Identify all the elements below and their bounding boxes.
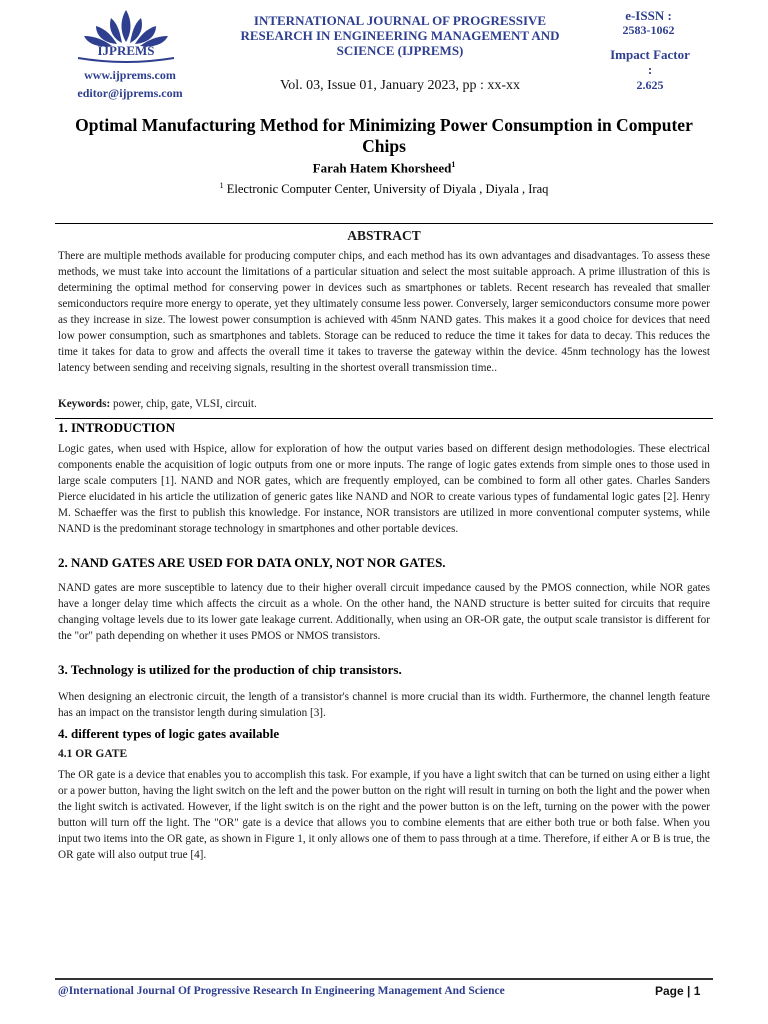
author-affiliation [55,181,713,197]
keywords-label: Keywords: [58,398,111,410]
section-2-heading: 2. NAND GATES ARE USED FOR DATA ONLY, NOT NOR GATES. [58,555,446,570]
volume-info: Vol. 03, Issue 01, January 2023, pp : xx-xx [279,78,521,93]
divider-after-abstract [55,418,713,419]
issn-label: e-ISSN : [625,8,672,23]
abstract-body: There are multiple methods available for producing computer chips, and each method has its own advantages and disadvantages. To assess these methods, we must take into account the limitations of a particular situation and select the most suitable approach. A prime illustration of this is determining the optimal method for conserving power in devices such as smartphones or tablets. Recent research has revealed that smaller semiconductors require more energy to operate, yet they ultimately consume less power. Conversely, larger semiconductors consume more power as they increase in size. The lowest power consumption is achieved with 45nm NAND gates. This makes it a good choice for devices that need low power consumption, such as smartphones and tablets. Storage can be reduced to reduce the time it takes for data to decay. This reduces the time it takes for data to grow and affects the overall time it takes to traverse the gateway within the device. 45nm technology has the lowest latency between sending and receiving signals, resulting in the shortest overall transmission time.. [58,250,710,374]
subsection-4-1-heading: 4.1 OR GATE [58,748,128,760]
author-superscript: 1 [451,160,456,169]
section-3-heading: 3. Technology is utilized for the production of chip transistors. [58,662,402,677]
impact-factor-value: 2.625 [636,78,664,92]
section-1-body: Logic gates, when used with Hspice, allow for exploration of how the output varies based on different design methodologies. These electrical components enable the acquisition of logic outputs from one or more inputs. The range of logic gates extends from simple ones to those used in large scale computers [1]. NAND and NOR gates, which are frequently employed, can be combined to form all other gates. Charles Sanders Pierce elucidated in his article the utilization of generic gates like NAND and NOR to create various types of fundamental logic gates [2]. Henry M. Schaeffer was the first to publish this knowledge. For instance, NOR transistors are utilized in more conventional computer systems, while NAND is the predominant storage technology in smartphones and other portable devices. [58,443,710,535]
keywords-list: power, chip, gate, VLSI, circuit. [110,398,257,410]
issn-value: 2583-1062 [622,23,675,37]
subsection-4-1-body: The OR gate is a device that enables you to accomplish this task. For example, if you have a light switch that can be turned on using either a light or a power button, having the light switch on the left and the power button on the right will result in turning on both the light and the power when the light switch is activated. However, if the light switch is on the right and the power button is on the left, turning on the power with the power button will turn off the light. The "OR" gate is a device that allows you to combine elements that are either both true or both false. When you input two items into the OR gate, as shown in Figure 1, it only allows one of them to pass through at a time. Therefore, if either A or B is true, the OR gate will also output true [4]. [58,769,710,861]
logo-text: IJPREMS [97,43,155,58]
page-number: Page | 1 [655,984,701,998]
footer-journal-name: @International Journal Of Progressive Research In Engineering Management And Science [58,985,505,997]
journal-email-link[interactable]: editor@ijprems.com [77,86,183,100]
section-1-heading: 1. INTRODUCTION [58,420,176,435]
abstract-heading: ABSTRACT [347,228,421,243]
section-2-body: NAND gates are more susceptible to latency due to their higher overall circuit impedance caused by the PMOS connection, while NOR gates have a longer delay time which affects the circuit as a whole. On the other hand, the NAND structure is better suited for circuits that require changing voltage levels due to its lower gate leakage current. Additionally, when using an OR-OR gate, the output scale transistor is different for the "or" path depending on whether it uses PMOS or NMOS transistors. [58,582,710,642]
impact-factor-label: Impact Factor : [610,47,690,77]
divider-top [55,223,713,224]
author-name-text: Farah Hatem Khorsheed [312,160,452,176]
journal-website-link[interactable]: www.ijprems.com [84,68,176,82]
paper-title: Optimal Manufacturing Method for Minimizing Power Consumption in Computer Chips [75,115,693,156]
affiliation-superscript: 1 [219,181,224,190]
journal-logo [62,8,190,66]
affiliation-text: Electronic Computer Center, University of Diyala , Diyala , Iraq [223,182,549,197]
section-3-body: When designing an electronic circuit, the length of a transistor's channel is more crucial than its width. Furthermore, the channel length feature has an impact on the transistor length during simulation [3]. [58,691,710,719]
journal-title: INTERNATIONAL JOURNAL OF PROGRESSIVE RESEARCH IN ENGINEERING MANAGEMENT AND SCIENCE (IJPREMS) [240,13,560,58]
keywords [58,398,710,410]
footer-divider [55,978,713,980]
section-4-heading: 4. different types of logic gates available [58,726,280,741]
author-name [55,160,713,176]
